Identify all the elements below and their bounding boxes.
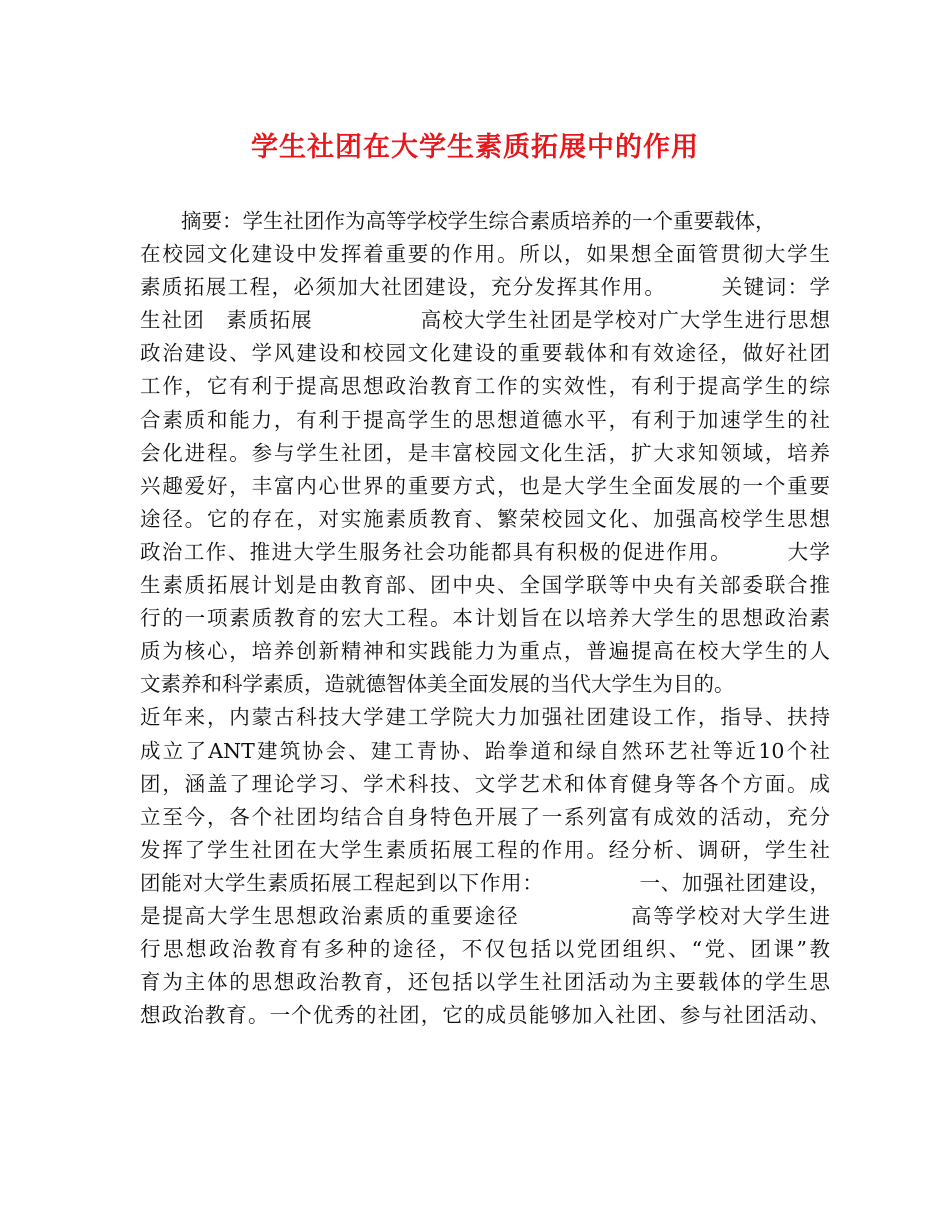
- body-line: 在校园文化建设中发挥着重要的作用。所以，如果想全面管贯彻大学生: [140, 242, 830, 267]
- body-line: 素质拓展工程，必须加大社团建设，充分发挥其作用。 关键词：学: [140, 275, 830, 300]
- body-line: 政治工作、推进大学生服务社会功能都具有积极的促进作用。 大学: [140, 539, 830, 564]
- body-line: 成立了ANT建筑协会、建工青协、跆拳道和绿自然环艺社等近10个社: [140, 738, 830, 763]
- body-line: 发挥了学生社团在大学生素质拓展工程的作用。经分析、调研，学生社: [140, 837, 830, 862]
- body-line: 团，涵盖了理论学习、学术科技、文学艺术和体育健身等各个方面。成: [140, 771, 830, 796]
- body-line: 工作，它有利于提高思想政治教育工作的实效性，有利于提高学生的综: [140, 374, 830, 399]
- body-line: 行的一项素质教育的宏大工程。本计划旨在以培养大学生的思想政治素: [140, 606, 830, 631]
- body-line: 想政治教育。一个优秀的社团，它的成员能够加入社团、参与社团活动、: [140, 1003, 830, 1028]
- body-line: 行思想政治教育有多种的途径，不仅包括以党团组织、“党、团课”教: [140, 937, 830, 962]
- body-line: 是提高大学生思想政治素质的重要途径 高等学校对大学生进: [140, 903, 830, 928]
- body-line: 质为核心，培养创新精神和实践能力为重点，普遍提高在校大学生的人: [140, 639, 830, 664]
- body-line: 政治建设、学风建设和校园文化建设的重要载体和有效途径，做好社团: [140, 341, 830, 366]
- body-line: 生素质拓展计划是由教育部、团中央、全国学联等中央有关部委联合推: [140, 573, 830, 598]
- body-line: 近年来，内蒙古科技大学建工学院大力加强社团建设工作，指导、扶持: [140, 705, 830, 730]
- body-line: 兴趣爱好，丰富内心世界的重要方式，也是大学生全面发展的一个重要: [140, 473, 830, 498]
- body-line: 合素质和能力，有利于提高学生的思想道德水平，有利于加速学生的社: [140, 407, 830, 432]
- body-line: 生社团 素质拓展 高校大学生社团是学校对广大学生进行思想: [140, 308, 830, 333]
- body-line: 摘要：学生社团作为高等学校学生综合素质培养的一个重要载体，: [140, 209, 776, 233]
- body-line: 育为主体的思想政治教育，还包括以学生社团活动为主要载体的学生思: [140, 970, 830, 995]
- body-line: 文素养和科学素质，造就德智体美全面发展的当代大学生为目的。: [140, 672, 735, 697]
- body-line: 团能对大学生素质拓展工程起到以下作用： 一、加强社团建设，: [140, 870, 830, 895]
- body-line: 立至今，各个社团均结合自身特色开展了一系列富有成效的活动，充分: [140, 804, 830, 829]
- document-body: [140, 205, 830, 1032]
- document-title: 学生社团在大学生素质拓展中的作用: [251, 132, 699, 163]
- body-line: 途径。它的存在，对实施素质教育、繁荣校园文化、加强高校学生思想: [140, 506, 830, 531]
- body-line: 会化进程。参与学生社团，是丰富校园文化生活，扩大求知领域，培养: [140, 440, 830, 465]
